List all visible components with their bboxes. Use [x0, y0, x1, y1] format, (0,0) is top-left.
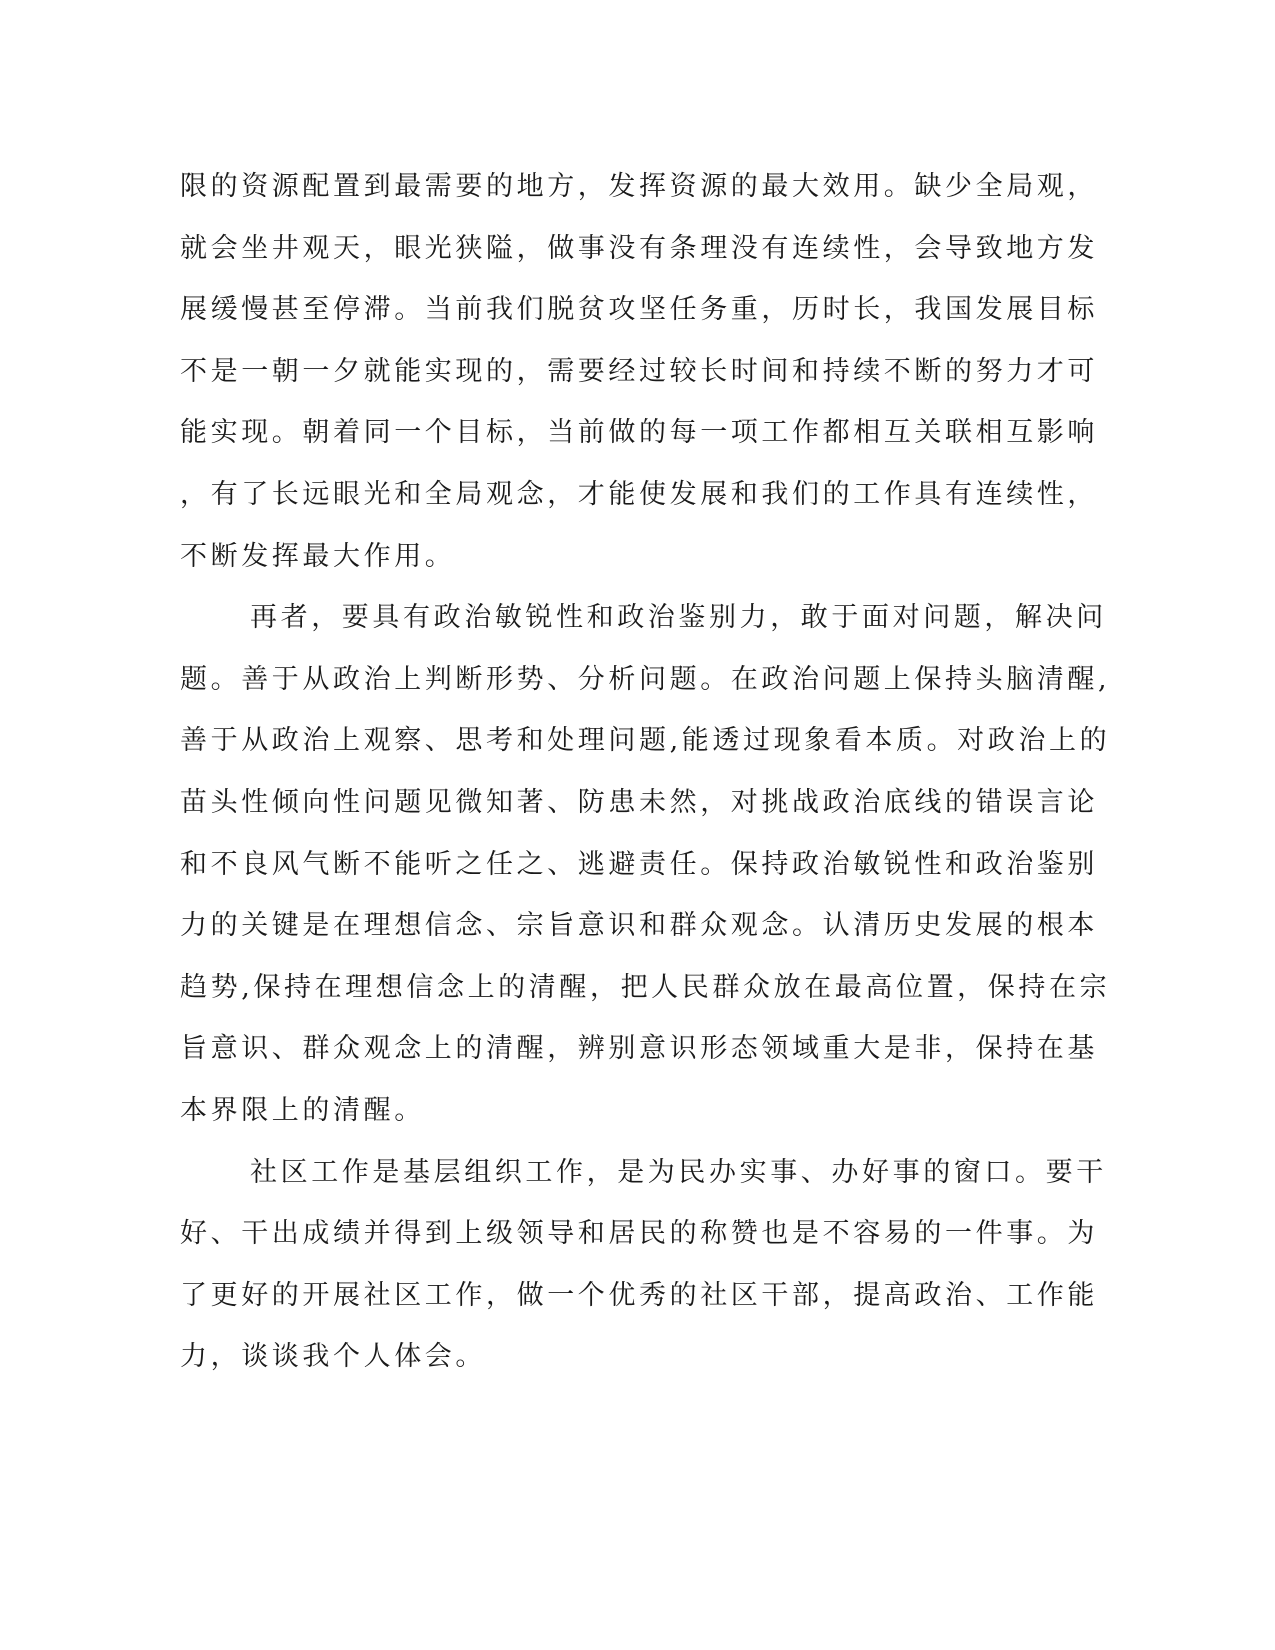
text-line: ，有了长远眼光和全局观念，才能使发展和我们的工作具有连续性，	[180, 478, 1098, 510]
paragraph-2	[180, 587, 1111, 1141]
text-line: 不是一朝一夕就能实现的，需要经过较长时间和持续不断的努力才可	[180, 355, 1098, 387]
text-line: 不断发挥最大作用。	[180, 540, 456, 572]
text-line: 力的关键是在理想信念、宗旨意识和群众观念。认清历史发展的根本	[180, 910, 1098, 942]
paragraph-3	[180, 1142, 1107, 1388]
text-line: 社区工作是基层组织工作，是为民办实事、办好事的窗口。要干	[250, 1156, 1107, 1188]
text-line: 再者，要具有政治敏锐性和政治鉴别力，敢于面对问题，解决问	[250, 602, 1107, 634]
text-line: 旨意识、群众观念上的清醒，辨别意识形态领域重大是非，保持在基	[180, 1033, 1098, 1065]
text-line: 好、干出成绩并得到上级领导和居民的称赞也是不容易的一件事。为	[180, 1218, 1098, 1250]
text-line: 能实现。朝着同一个目标，当前做的每一项工作都相互关联相互影响	[180, 417, 1098, 449]
text-line: 苗头性倾向性问题见微知著、防患未然，对挑战政治底线的错误言论	[180, 786, 1098, 818]
text-line: 了更好的开展社区工作，做一个优秀的社区干部，提高政治、工作能	[180, 1279, 1098, 1311]
text-line: 力，谈谈我个人体会。	[180, 1341, 486, 1373]
text-line: 展缓慢甚至停滞。当前我们脱贫攻坚任务重，历时长，我国发展目标	[180, 294, 1098, 326]
text-line: 限的资源配置到最需要的地方，发挥资源的最大效用。缺少全局观，	[180, 171, 1098, 202]
text-line: 和不良风气断不能听之任之、逃避责任。保持政治敏锐性和政治鉴别	[180, 848, 1098, 880]
paragraph-1	[180, 156, 1098, 587]
text-line: 就会坐井观天，眼光狭隘，做事没有条理没有连续性，会导致地方发	[180, 232, 1098, 264]
text-line: 善于从政治上观察、思考和处理问题,能透过现象看本质。对政治上的	[180, 725, 1111, 757]
document-body	[180, 156, 1111, 1388]
text-line: 题。善于从政治上判断形势、分析问题。在政治问题上保持头脑清醒,	[180, 663, 1111, 695]
text-line: 本界限上的清醒。	[180, 1094, 425, 1126]
text-line: 趋势,保持在理想信念上的清醒，把人民群众放在最高位置，保持在宗	[180, 971, 1111, 1003]
